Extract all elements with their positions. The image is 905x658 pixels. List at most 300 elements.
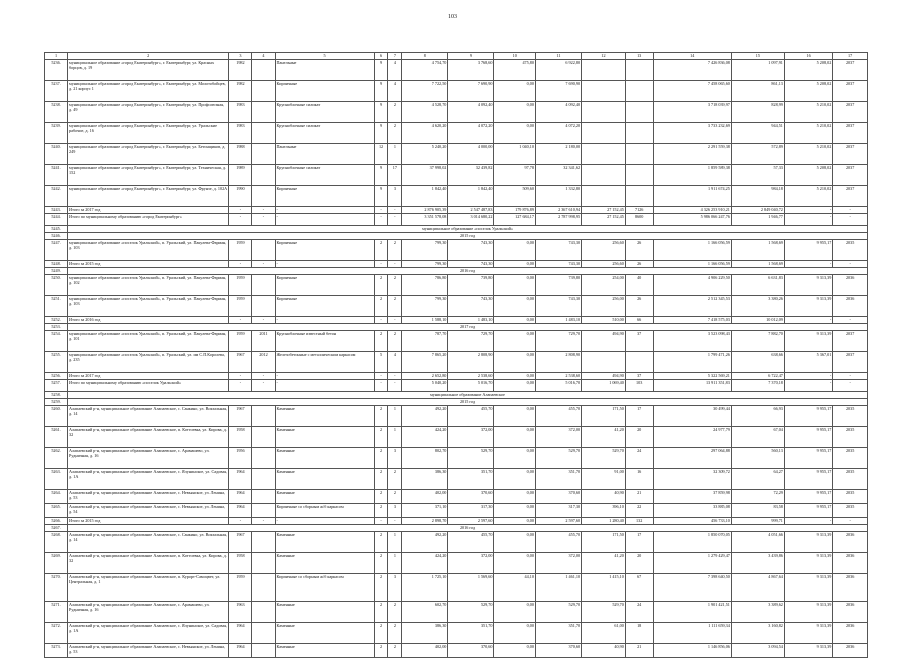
table-cell: 370,60 [535, 490, 581, 504]
table-cell: 9 955,17 [784, 448, 832, 469]
table-cell: 66,93 [731, 406, 784, 427]
table-cell: 370,60 [448, 644, 494, 658]
address-cell: муниципальное образование «поселок Уральский», п. Уральский, ул. Пакулева-Фарман, д. 102 [68, 275, 229, 296]
header-cell: 6 [374, 53, 388, 60]
table-cell: 4 051,66 [731, 532, 784, 553]
table-cell: 4 000,00 [448, 144, 494, 165]
table-header-row [45, 53, 868, 60]
table-cell: 2035 [833, 490, 868, 504]
table-cell: - [275, 380, 374, 392]
row-number: 5259. [45, 399, 68, 406]
table-cell [252, 102, 275, 123]
address-cell: Алапаевский р-н, муниципальное образование Алапаевское, с. Ялунинское, ул. Садовая, д. 1А [68, 623, 229, 644]
table-cell: 0,00 [494, 504, 535, 518]
table-row [45, 186, 868, 207]
table-cell [625, 186, 653, 207]
table-cell: 1 [388, 553, 402, 574]
table-cell: 2036 [833, 553, 868, 574]
table-cell: 2 [388, 490, 402, 504]
table-cell: 67 [625, 574, 653, 602]
table-cell: 5 208,02 [784, 60, 832, 81]
section-title: муниципальное образование «поселок Уральский» [68, 226, 868, 233]
table-cell: - [833, 373, 868, 380]
address-cell: Алапаевский р-н, муниципальное образование Алапаевское, п. Курорт-Самоцвет, ул. Центральная, д. 1 [68, 574, 229, 602]
table-cell: 787,70 [402, 331, 448, 352]
table-cell: 371,10 [402, 504, 448, 518]
table-cell: 2 [388, 296, 402, 317]
table-cell: 2037 [833, 102, 868, 123]
table-row [45, 214, 868, 226]
table-cell: 2 [374, 296, 388, 317]
table-cell: 351,70 [535, 469, 581, 490]
table-cell: 743,30 [448, 261, 494, 268]
section-title: муниципальное образование Алапаевское [68, 392, 868, 399]
table-cell: 351,70 [448, 469, 494, 490]
table-cell [252, 644, 275, 658]
table-cell: 2037 [833, 352, 868, 373]
table-cell: 1 568,69 [731, 240, 784, 261]
address-cell: муниципальное образование «поселок Уральский», п. Уральский, ул. Пакулева-Фарман, д. 103 [68, 240, 229, 261]
table-cell [252, 469, 275, 490]
table-cell [252, 532, 275, 553]
table-cell [252, 504, 275, 518]
table-row [45, 623, 868, 644]
row-number: 5246. [45, 233, 68, 240]
table-cell: 3 389,62 [731, 602, 784, 623]
table-cell: 67,04 [731, 427, 784, 448]
row-number: 5270. [45, 574, 68, 602]
table-cell: 9 [374, 165, 388, 186]
table-cell: 4 092,40 [535, 102, 581, 123]
table-cell: 2 180,00 [535, 144, 581, 165]
row-number: 5238. [45, 102, 68, 123]
table-cell: 1 [388, 144, 402, 165]
table-cell: 5 210,02 [784, 186, 832, 207]
table-cell: 1 415,10 [582, 574, 626, 602]
table-cell: 2037 [833, 81, 868, 102]
table-cell: 9 313,39 [784, 331, 832, 352]
table-cell: 0,00 [494, 427, 535, 448]
table-cell: 171,50 [582, 406, 626, 427]
table-cell: 0,00 [494, 275, 535, 296]
row-number: 5260. [45, 406, 68, 427]
table-cell: 2 787 998,95 [535, 214, 581, 226]
table-cell: 7 690,90 [448, 81, 494, 102]
table-cell: 2037 [833, 144, 868, 165]
table-cell: 64,27 [731, 469, 784, 490]
table-cell: 2 [374, 504, 388, 518]
table-cell: 529,70 [448, 602, 494, 623]
table-cell: 828,99 [731, 102, 784, 123]
table-cell: 1 569,60 [448, 574, 494, 602]
header-cell: 2 [68, 53, 229, 60]
table-cell: 9 313,39 [784, 574, 832, 602]
table-cell: 4 326 253 910,21 [653, 207, 731, 214]
table-cell: 0,00 [494, 406, 535, 427]
table-cell [625, 165, 653, 186]
table-cell: 9 [374, 81, 388, 102]
table-cell: Панельные [275, 60, 374, 81]
table-cell: 4 072,20 [448, 123, 494, 144]
table-cell: 2 [388, 602, 402, 623]
table-cell: 1 725,10 [402, 574, 448, 602]
table-row [45, 602, 868, 623]
table-cell [252, 427, 275, 448]
table-cell: Каменные [275, 553, 374, 574]
table-cell: 5 210,02 [784, 123, 832, 144]
table-cell: 57,33 [731, 165, 784, 186]
table-cell: 3 523 098,43 [653, 331, 731, 352]
table-cell: 297 064,88 [653, 448, 731, 469]
table-cell: 13 911 351,83 [653, 380, 731, 392]
table-cell: 1 911 674,25 [653, 186, 731, 207]
table-cell: 2036 [833, 602, 868, 623]
table-cell: 1 483,10 [448, 317, 494, 324]
table-cell: 2 [388, 644, 402, 658]
table-cell: 2 [374, 532, 388, 553]
table-cell: 40 [625, 275, 653, 296]
housing-table [44, 52, 868, 658]
row-number: 5252. [45, 317, 68, 324]
table-cell: 5 208,02 [784, 165, 832, 186]
table-cell: 1 097,91 [731, 60, 784, 81]
table-cell: 7 690,90 [535, 81, 581, 102]
table-cell: 5 016,70 [448, 380, 494, 392]
address-cell: Итого по муниципальному образованию «город Екатеринбург» [68, 214, 229, 226]
table-cell: 386,30 [402, 623, 448, 644]
header-cell: 11 [535, 53, 581, 60]
header-cell: 10 [494, 53, 535, 60]
header-cell: 15 [731, 53, 784, 60]
table-cell: 5 240,20 [402, 144, 448, 165]
table-cell: 24 [625, 602, 653, 623]
header-cell: 3 [229, 53, 252, 60]
header-cell: 7 [388, 53, 402, 60]
table-cell: 2 [388, 275, 402, 296]
header-cell: 9 [448, 53, 494, 60]
table-cell: - [784, 261, 832, 268]
table-cell: 0,00 [494, 261, 535, 268]
table-cell: 7 426 836,08 [653, 60, 731, 81]
table-cell: 2 367 610,94 [535, 207, 581, 214]
table-cell: 10 012,09 [731, 317, 784, 324]
header-cell: 1 [45, 53, 68, 60]
table-cell: 171,50 [582, 532, 626, 553]
table-cell: 2 [374, 331, 388, 352]
table-cell: 30 499,44 [653, 406, 731, 427]
table-cell: Кирпичные [275, 186, 374, 207]
address-cell: муниципальное образование «город Екатеринбург», г. Екатеринбург, ул. Техническая, д. 152 [68, 165, 229, 186]
row-number: 5243. [45, 207, 68, 214]
table-cell: 40,90 [582, 644, 626, 658]
row-number: 5247. [45, 240, 68, 261]
table-cell: 1967 [229, 406, 252, 427]
table-cell: 21 [625, 644, 653, 658]
table-cell: 7 882,70 [731, 331, 784, 352]
table-cell: 132 [625, 518, 653, 525]
table-row [45, 81, 868, 102]
table-cell: 4 620,20 [402, 123, 448, 144]
row-number: 5254. [45, 331, 68, 352]
table-cell: 1 461,10 [535, 574, 581, 602]
table-cell [252, 490, 275, 504]
row-number: 5257. [45, 380, 68, 392]
table-cell: 9 955,17 [784, 490, 832, 504]
table-cell: 33 885,08 [653, 504, 731, 518]
table-cell: 37 [625, 373, 653, 380]
table-cell: 1967 [229, 352, 252, 373]
table-cell: 1 588,10 [402, 317, 448, 324]
table-cell: Крупноблочные силикат [275, 102, 374, 123]
table-cell: 1 842,40 [448, 186, 494, 207]
table-cell: 1983 [229, 123, 252, 144]
table-cell: 802,70 [402, 448, 448, 469]
address-cell: Алапаевский р-н, муниципальное образование Алапаевское, с. Санкино, ул. Вокзальная, д. 14 [68, 532, 229, 553]
table-cell: 984,18 [731, 186, 784, 207]
address-cell: Итого за 2015 год [68, 518, 229, 525]
table-cell: 729,70 [448, 331, 494, 352]
table-cell: 475,80 [494, 60, 535, 81]
table-cell: - [229, 373, 252, 380]
table-cell [252, 406, 275, 427]
table-cell: 0,00 [494, 317, 535, 324]
table-cell: 2 [374, 469, 388, 490]
table-row [45, 518, 868, 525]
address-cell: Алапаевский р-н, муниципальное образование Алапаевское, п. Коттоевка, ул. Кирова, д. 32 [68, 427, 229, 448]
table-cell: 2035 [833, 427, 868, 448]
table-cell: 0,00 [494, 380, 535, 392]
page-number: 103 [448, 14, 457, 20]
table-cell: 529,70 [448, 448, 494, 469]
table-cell: - [388, 261, 402, 268]
table-cell: 2 [374, 448, 388, 469]
section-row [45, 324, 868, 331]
table-cell: 1983 [229, 102, 252, 123]
table-cell: Кирпичные со сборным ж/б каркасом [275, 504, 374, 518]
table-cell: - [388, 207, 402, 214]
table-cell: 9 313,39 [784, 275, 832, 296]
table-cell: 26 [625, 261, 653, 268]
table-cell: 7 370,18 [731, 380, 784, 392]
table-cell: 317,30 [535, 504, 581, 518]
table-cell: - [275, 261, 374, 268]
table-cell: 17 [625, 406, 653, 427]
row-number: 5262. [45, 448, 68, 469]
table-row [45, 296, 868, 317]
header-cell: 13 [625, 53, 653, 60]
table-cell: - [784, 518, 832, 525]
table-cell: - [833, 380, 868, 392]
address-cell: Алапаевский р-н, муниципальное образование Алапаевское, с. Арамашево, ул. Рудничная, д. 16 [68, 448, 229, 469]
table-cell: - [784, 317, 832, 324]
table-cell: 2 [374, 275, 388, 296]
table-cell: 0,00 [494, 490, 535, 504]
address-cell: Алапаевский р-н, муниципальное образование Алапаевское, с. Невьянское, ул. Ленина, д. 53 [68, 490, 229, 504]
table-cell: 2 [388, 123, 402, 144]
table-cell: 0,00 [494, 81, 535, 102]
table-cell: 1 [388, 532, 402, 553]
table-cell: - [229, 214, 252, 226]
table-cell: - [833, 261, 868, 268]
table-cell: 2 538,60 [535, 373, 581, 380]
table-cell: - [388, 518, 402, 525]
table-cell: 0,00 [494, 123, 535, 144]
table-cell: 3 718 039,97 [653, 102, 731, 123]
table-cell: 1964 [229, 644, 252, 658]
table-cell: 2037 [833, 331, 868, 352]
table-cell: 0,00 [494, 448, 535, 469]
row-number: 5256. [45, 373, 68, 380]
address-cell: муниципальное образование «город Екатеринбург», г. Екатеринбург, ул. Фрунзе, д. 102А [68, 186, 229, 207]
table-cell: 0,00 [494, 553, 535, 574]
table-cell: - [374, 317, 388, 324]
table-cell: 494,90 [582, 373, 626, 380]
table-cell: 1964 [229, 469, 252, 490]
table-cell: 9 [374, 123, 388, 144]
table-row [45, 240, 868, 261]
table-cell [582, 165, 626, 186]
table-cell: 37 998,02 [402, 165, 448, 186]
table-cell [252, 60, 275, 81]
table-cell: 18 [625, 623, 653, 644]
table-cell: 743,30 [535, 296, 581, 317]
table-cell: 739,80 [448, 275, 494, 296]
table-cell: 127 684,17 [494, 214, 535, 226]
section-title: 2015 год [68, 399, 868, 406]
table-cell: 1958 [229, 427, 252, 448]
table-cell: 3 094,54 [731, 644, 784, 658]
table-cell: Каменные [275, 602, 374, 623]
table-cell: 1959 [229, 331, 252, 352]
table-cell: - [229, 207, 252, 214]
table-cell: - [374, 261, 388, 268]
table-cell: 351,70 [535, 623, 581, 644]
table-cell: Кирпичные [275, 240, 374, 261]
table-cell [252, 144, 275, 165]
table-cell: Каменные [275, 469, 374, 490]
table-cell [252, 81, 275, 102]
header-cell: 12 [582, 53, 626, 60]
table-cell: - [252, 214, 275, 226]
table-cell: 5 322 569,21 [653, 373, 731, 380]
table-cell: Каменные [275, 406, 374, 427]
address-cell: муниципальное образование «поселок Уральский», п. Уральский, ул. Пакулева-Фарман, д. 103 [68, 296, 229, 317]
table-cell: - [374, 207, 388, 214]
table-cell: - [784, 214, 832, 226]
address-cell: муниципальное образование «город Екатеринбург», г. Екатеринбург, ул. Профсоюзная, д. 49 [68, 102, 229, 123]
row-number: 5240. [45, 144, 68, 165]
table-cell: 2035 [833, 406, 868, 427]
table-cell [252, 448, 275, 469]
table-row [45, 406, 868, 427]
table-cell: 2 [374, 490, 388, 504]
table-cell: 1982 [229, 81, 252, 102]
table-cell: 5 040,20 [402, 380, 448, 392]
table-cell [582, 123, 626, 144]
table-row [45, 574, 868, 602]
address-cell: муниципальное образование «поселок Уральский», п. Уральский, ул. им С.П.Королева, д. 235 [68, 352, 229, 373]
table-cell: 9 313,39 [784, 532, 832, 553]
table-cell: 999,71 [731, 518, 784, 525]
table-cell: 3 160,82 [731, 623, 784, 644]
table-cell: - [252, 317, 275, 324]
table-cell: 9 313,39 [784, 644, 832, 658]
table-cell: 2 [388, 240, 402, 261]
table-cell: 40,90 [582, 490, 626, 504]
table-cell: 6 722,47 [731, 373, 784, 380]
table-cell: 9 [374, 60, 388, 81]
address-cell: Алапаевский р-н, муниципальное образование Алапаевское, п. Коттоевка, ул. Кирова, д. 32 [68, 553, 229, 574]
table-cell: 61,00 [582, 623, 626, 644]
row-number: 5266. [45, 518, 68, 525]
table-cell: 317,30 [448, 504, 494, 518]
table-cell: 2037 [833, 60, 868, 81]
table-cell: 2 808,90 [535, 352, 581, 373]
table-cell: 1982 [229, 60, 252, 81]
table-cell: 799,30 [402, 240, 448, 261]
table-cell: 1 069,40 [582, 380, 626, 392]
table-cell [625, 60, 653, 81]
table-cell: 5 986 066 247,76 [653, 214, 731, 226]
table-row [45, 317, 868, 324]
table-cell: - [275, 518, 374, 525]
table-cell: - [229, 317, 252, 324]
row-number: 5272. [45, 623, 68, 644]
table-cell: 2 [374, 553, 388, 574]
table-cell [582, 81, 626, 102]
section-title: 2015 год [68, 233, 868, 240]
table-cell: 9 313,39 [784, 553, 832, 574]
row-number: 5251. [45, 296, 68, 317]
table-cell: Кирпичные [275, 275, 374, 296]
table-cell: Панельные [275, 144, 374, 165]
table-cell: - [275, 207, 374, 214]
table-cell: 1967 [229, 532, 252, 553]
table-cell: 743,30 [448, 240, 494, 261]
table-cell: 0,00 [494, 518, 535, 525]
table-cell: - [374, 380, 388, 392]
table-cell: 26 [625, 240, 653, 261]
table-cell [625, 123, 653, 144]
table-cell: 372,00 [535, 427, 581, 448]
table-cell: 0,00 [494, 352, 535, 373]
address-cell: Алапаевский р-н, муниципальное образование Алапаевское, с. Ялунинское, ул. Садовая, д. 1А [68, 469, 229, 490]
table-cell: 17 [388, 165, 402, 186]
table-cell: 560,13 [731, 448, 784, 469]
table-cell: 1964 [229, 623, 252, 644]
row-number: 5255. [45, 352, 68, 373]
row-number: 5271. [45, 602, 68, 623]
table-cell: 638,66 [731, 352, 784, 373]
table-cell: 0,00 [494, 331, 535, 352]
table-cell: 20 [625, 427, 653, 448]
table-cell: 1964 [229, 504, 252, 518]
table-cell: 455,70 [535, 532, 581, 553]
row-number: 5269. [45, 553, 68, 574]
row-number: 5264. [45, 490, 68, 504]
table-cell: 22 [625, 504, 653, 518]
table-cell [252, 602, 275, 623]
table-cell: 2012 [252, 352, 275, 373]
table-cell: Каменные [275, 623, 374, 644]
table-cell: 26 [625, 296, 653, 317]
table-cell: 2 538,60 [448, 373, 494, 380]
table-cell: 179 876,89 [494, 207, 535, 214]
address-cell: Алапаевский р-н, муниципальное образование Алапаевское, с. Невьянское, ул. Ленина, д. 54 [68, 504, 229, 518]
table-cell: 3 [388, 504, 402, 518]
table-cell: 2 [374, 427, 388, 448]
table-cell: 254,00 [582, 275, 626, 296]
